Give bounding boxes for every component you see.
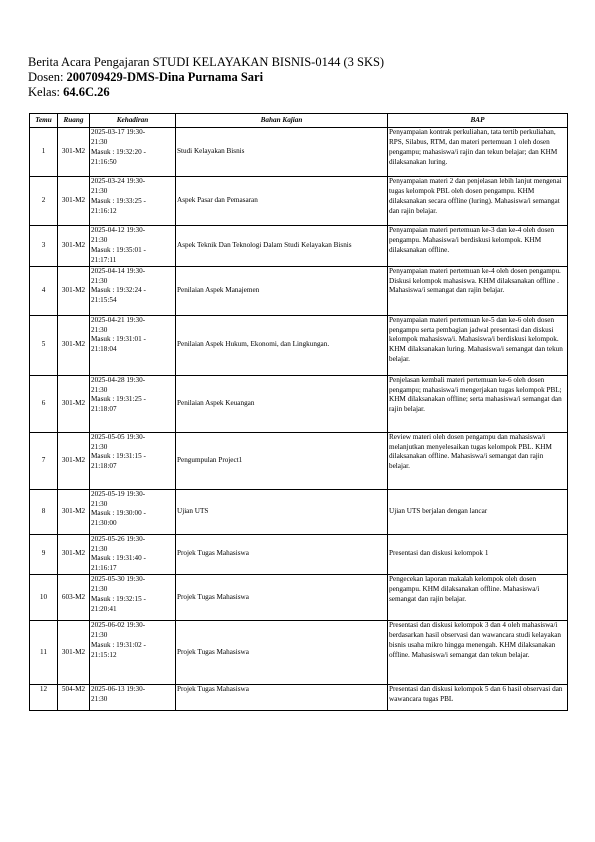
bap-table <box>29 113 568 711</box>
cell-kehadiran: 2025-05-05 19:30- 21:30 Masuk : 19:31:15 - 21:18:07 <box>90 432 176 489</box>
cell-ruang: 301-M2 <box>58 375 90 432</box>
cell-bap: Penyampaian materi pertemuan ke-3 dan ke-4 oleh dosen pengampu. Mahasiswa/i berdiskusi kelompok. KHM dilaksanakan offline. <box>388 226 568 267</box>
cell-kehadiran: 2025-05-30 19:30- 21:30 Masuk : 19:32:15 - 21:20:41 <box>90 575 176 621</box>
cell-ruang: 301-M2 <box>58 489 90 534</box>
cell-ruang: 301-M2 <box>58 177 90 226</box>
cell-temu: 2 <box>30 177 58 226</box>
col-header-ruang: Ruang <box>58 114 90 128</box>
cell-ruang: 301-M2 <box>58 621 90 685</box>
cell-bahan-kajian: Studi Kelayakan Bisnis <box>176 128 388 177</box>
cell-bap: Presentasi dan diskusi kelompok 5 dan 6 hasil observasi dan wawancara tugas PBL <box>388 685 568 711</box>
cell-bahan-kajian: Aspek Pasar dan Pemasaran <box>176 177 388 226</box>
table-row <box>30 534 568 575</box>
table-row <box>30 177 568 226</box>
cell-ruang: 504-M2 <box>58 685 90 711</box>
cell-bahan-kajian: Pengumpulan Project1 <box>176 432 388 489</box>
cell-kehadiran: 2025-04-28 19:30- 21:30 Masuk : 19:31:25 - 21:18:07 <box>90 375 176 432</box>
cell-bahan-kajian: Penilaian Aspek Manajemen <box>176 266 388 315</box>
dosen-value: 200709429-DMS-Dina Purnama Sari <box>66 70 264 84</box>
cell-ruang: 603-M2 <box>58 575 90 621</box>
cell-bahan-kajian: Projek Tugas Mahasiswa <box>176 534 388 575</box>
cell-ruang: 301-M2 <box>58 534 90 575</box>
cell-temu: 3 <box>30 226 58 267</box>
cell-bahan-kajian: Aspek Teknik Dan Teknologi Dalam Studi Kelayakan Bisnis <box>176 226 388 267</box>
cell-bahan-kajian: Penilaian Aspek Hukum, Ekonomi, dan Lingkungan. <box>176 315 388 375</box>
kelas-line <box>28 85 384 100</box>
cell-ruang: 301-M2 <box>58 128 90 177</box>
cell-kehadiran: 2025-05-19 19:30- 21:30 Masuk : 19:30:00 - 21:30:00 <box>90 489 176 534</box>
cell-temu: 7 <box>30 432 58 489</box>
cell-kehadiran: 2025-04-21 19:30- 21:30 Masuk : 19:31:01 - 21:18:04 <box>90 315 176 375</box>
cell-bap: Pengecekan laporan makalah kelompok oleh dosen pengampu. KHM dilaksanakan offline. Mahasiswa/i semangat dan rajin belajar. <box>388 575 568 621</box>
table-row <box>30 685 568 711</box>
cell-kehadiran: 2025-05-26 19:30- 21:30 Masuk : 19:31:40 - 21:16:17 <box>90 534 176 575</box>
cell-temu: 4 <box>30 266 58 315</box>
cell-kehadiran: 2025-04-14 19:30- 21:30 Masuk : 19:32:24 - 21:15:54 <box>90 266 176 315</box>
table-row <box>30 266 568 315</box>
table-row <box>30 226 568 267</box>
cell-bap: Penyampaian materi 2 dan penjelasan lebih lanjut mengenai tugas kelompok PBL oleh dosen pengampu. KHM dilaksanakan secara offline (luring). Mahasiswa/i semangat dan rajin belajar. <box>388 177 568 226</box>
cell-bap: Ujian UTS berjalan dengan lancar <box>388 489 568 534</box>
document-title: Berita Acara Pengajaran STUDI KELAYAKAN BISNIS-0144 (3 SKS) <box>28 55 385 69</box>
cell-temu: 1 <box>30 128 58 177</box>
cell-bap: Presentasi dan diskusi kelompok 1 <box>388 534 568 575</box>
cell-bap: Penyampaian materi pertemuan ke-4 oleh dosen pengampu. Diskusi kelompok mahasiswa. KHM dilaksanakan offline . Mahasiswa/i semangat dan rajin belajar. <box>388 266 568 315</box>
col-header-bap: BAP <box>388 114 568 128</box>
cell-bahan-kajian: Ujian UTS <box>176 489 388 534</box>
table-row <box>30 375 568 432</box>
kelas-value: 64.6C.26 <box>63 85 110 99</box>
dosen-label: Dosen: <box>28 70 64 84</box>
cell-temu: 11 <box>30 621 58 685</box>
cell-bap: Penjelasan kembali materi pertemuan ke-6 oleh dosen pengampu; mahasiswa/i mengerjakan tugas kelompok PBL; KHM dilaksanakan offline; serta mahasiswa/i semangat dan rajin belajar. <box>388 375 568 432</box>
table-row <box>30 315 568 375</box>
cell-bap: Penyampaian kontrak perkuliahan, tata tertib perkuliahan, RPS, Silabus, RTM, dan materi pertemuan 1 oleh dosen pengampu; mahasiswa/i rajin dan tekun belajar; dan KHM dilaksanakan luring. <box>388 128 568 177</box>
cell-ruang: 301-M2 <box>58 266 90 315</box>
cell-temu: 9 <box>30 534 58 575</box>
cell-temu: 10 <box>30 575 58 621</box>
cell-kehadiran: 2025-04-12 19:30- 21:30 Masuk : 19:35:01 - 21:17:11 <box>90 226 176 267</box>
col-header-kehadiran: Kehadiran <box>90 114 176 128</box>
table-row <box>30 575 568 621</box>
cell-bap: Penyampaian materi pertemuan ke-5 dan ke-6 oleh dosen pengampu serta pembagian jadwal presentasi dan diskusi kelompok mahasiswa/i. Mahasiswa/i berdiskusi kelompok. KHM dilaksanakan luring. Mahasiswa/i semangat dan tekun belajar. <box>388 315 568 375</box>
cell-kehadiran: 2025-06-13 19:30- 21:30 <box>90 685 176 711</box>
table-row <box>30 432 568 489</box>
cell-bap: Presentasi dan diskusi kelompok 3 dan 4 oleh mahasiswa/i berdasarkan hasil observasi dan wawancara studi kelayakan bisnis usaha mikro hingga menengah. KHM dilaksanakan offline. Mahasiswa/i semangat dan tekun belajar. <box>388 621 568 685</box>
cell-temu: 12 <box>30 685 58 711</box>
cell-ruang: 301-M2 <box>58 315 90 375</box>
col-header-temu: Temu <box>30 114 58 128</box>
cell-kehadiran: 2025-03-24 19:30- 21:30 Masuk : 19:33:25 - 21:16:12 <box>90 177 176 226</box>
cell-bahan-kajian: Penilaian Aspek Keuangan <box>176 375 388 432</box>
cell-bap: Review materi oleh dosen pengampu dan mahasiswa/i melanjutkan menyelesaikan tugas kelompok PBL. KHM dilaksanakan offline. Mahasiswa/i semangat dan rajin belajar. <box>388 432 568 489</box>
table-header-row <box>30 114 568 128</box>
cell-bahan-kajian: Projek Tugas Mahasiswa <box>176 685 388 711</box>
document-header <box>28 55 384 100</box>
table-row <box>30 621 568 685</box>
cell-ruang: 301-M2 <box>58 432 90 489</box>
cell-kehadiran: 2025-06-02 19:30- 21:30 Masuk : 19:31:02 - 21:15:12 <box>90 621 176 685</box>
cell-temu: 6 <box>30 375 58 432</box>
cell-temu: 5 <box>30 315 58 375</box>
table-row <box>30 128 568 177</box>
cell-bahan-kajian: Projek Tugas Mahasiswa <box>176 575 388 621</box>
cell-kehadiran: 2025-03-17 19:30- 21:30 Masuk : 19:32:20 - 21:16:50 <box>90 128 176 177</box>
kelas-label: Kelas: <box>28 85 60 99</box>
table-row <box>30 489 568 534</box>
cell-ruang: 301-M2 <box>58 226 90 267</box>
col-header-bahan-kajian: Bahan Kajian <box>176 114 388 128</box>
cell-bahan-kajian: Projek Tugas Mahasiswa <box>176 621 388 685</box>
cell-temu: 8 <box>30 489 58 534</box>
dosen-line <box>28 70 384 85</box>
